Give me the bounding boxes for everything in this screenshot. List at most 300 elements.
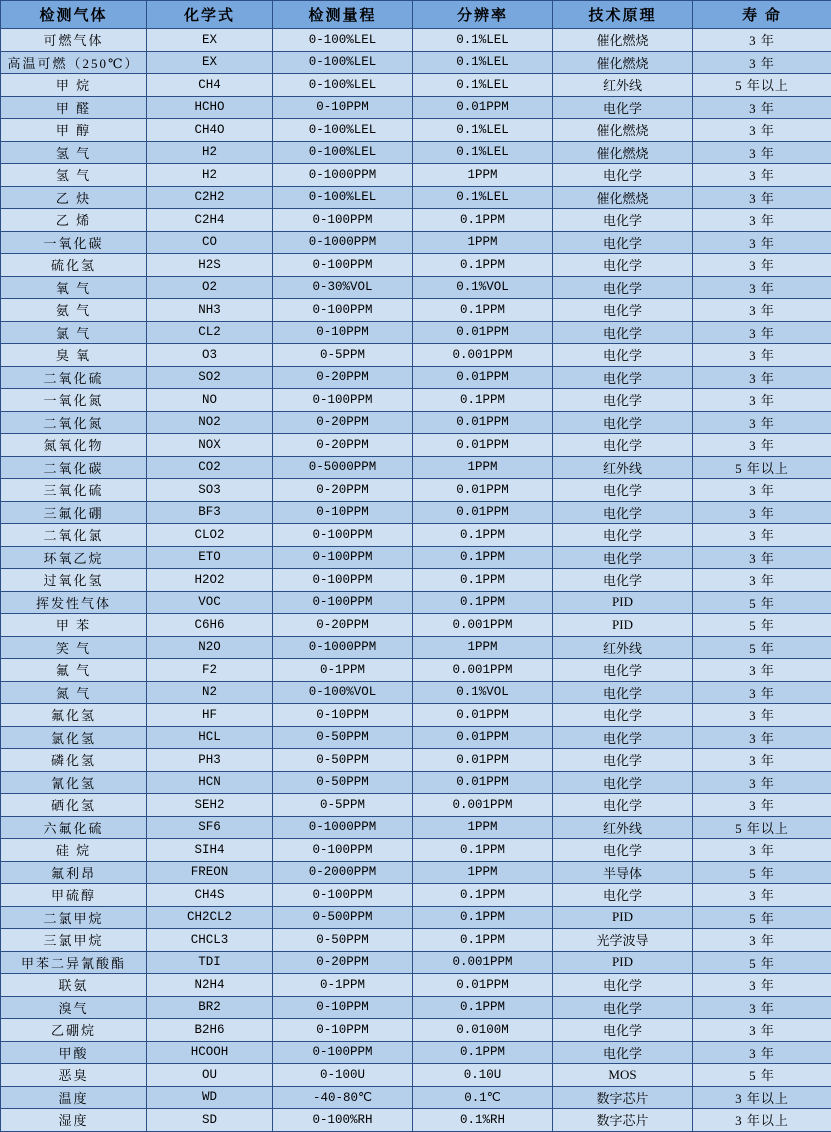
cell-lifetime: 3 年 [693,321,831,344]
cell-principle: PID [553,951,693,974]
cell-resolution: 0.001PPM [413,951,553,974]
table-row [1,276,831,299]
cell-principle: PID [553,906,693,929]
table-row [1,344,831,367]
cell-resolution: 0.1PPM [413,254,553,277]
table-row [1,591,831,614]
cell-resolution: 0.1PPM [413,569,553,592]
cell-formula: CO2 [147,456,273,479]
cell-resolution: 0.01PPM [413,726,553,749]
cell-range: 0-1000PPM [273,231,413,254]
cell-principle: 电化学 [553,321,693,344]
cell-formula: CL2 [147,321,273,344]
cell-formula: O3 [147,344,273,367]
cell-lifetime: 3 年 [693,164,831,187]
cell-range: 0-5000PPM [273,456,413,479]
cell-range: 0-100PPM [273,389,413,412]
cell-principle: PID [553,591,693,614]
cell-gas-name: 二氯甲烷 [1,906,147,929]
cell-range: 0-20PPM [273,614,413,637]
table-row [1,659,831,682]
table-row [1,254,831,277]
cell-resolution: 0.01PPM [413,411,553,434]
cell-resolution: 0.1PPM [413,389,553,412]
cell-formula: H2O2 [147,569,273,592]
cell-lifetime: 3 年以上 [693,1086,831,1109]
column-header-gas: 检测气体 [1,1,147,29]
cell-formula: HCOOH [147,1041,273,1064]
cell-range: 0-50PPM [273,726,413,749]
cell-gas-name: 过氧化氢 [1,569,147,592]
cell-lifetime: 3 年 [693,366,831,389]
cell-principle: 电化学 [553,524,693,547]
column-header-formula: 化学式 [147,1,273,29]
cell-lifetime: 3 年 [693,681,831,704]
cell-formula: CH4O [147,119,273,142]
cell-lifetime: 3 年 [693,479,831,502]
table-row [1,1041,831,1064]
cell-formula: NOX [147,434,273,457]
cell-formula: CH4S [147,884,273,907]
cell-lifetime: 3 年 [693,209,831,232]
cell-range: 0-100PPM [273,299,413,322]
cell-formula: HCHO [147,96,273,119]
cell-range: 0-1PPM [273,974,413,997]
cell-resolution: 0.1PPM [413,299,553,322]
cell-range: 0-30%VOL [273,276,413,299]
cell-range: 0-10PPM [273,501,413,524]
cell-lifetime: 5 年 [693,951,831,974]
cell-range: 0-20PPM [273,411,413,434]
cell-formula: CO [147,231,273,254]
cell-principle: 电化学 [553,209,693,232]
cell-lifetime: 3 年 [693,996,831,1019]
cell-formula: OU [147,1064,273,1087]
cell-range: 0-10PPM [273,96,413,119]
cell-lifetime: 5 年 [693,591,831,614]
cell-formula: EX [147,51,273,74]
cell-formula: HCN [147,771,273,794]
cell-formula: SIH4 [147,839,273,862]
cell-range: 0-100PPM [273,591,413,614]
cell-range: 0-10PPM [273,321,413,344]
cell-formula: CH2CL2 [147,906,273,929]
cell-resolution: 0.0100M [413,1019,553,1042]
table-row [1,569,831,592]
cell-principle: PID [553,614,693,637]
cell-resolution: 0.001PPM [413,344,553,367]
cell-formula: EX [147,29,273,52]
cell-gas-name: 乙 炔 [1,186,147,209]
cell-range: 0-1000PPM [273,636,413,659]
cell-range: 0-100PPM [273,254,413,277]
cell-principle: 红外线 [553,636,693,659]
cell-range: 0-100PPM [273,569,413,592]
table-row [1,456,831,479]
column-header-resolution: 分辨率 [413,1,553,29]
table-row [1,96,831,119]
cell-formula: H2 [147,164,273,187]
cell-principle: 电化学 [553,164,693,187]
cell-resolution: 1PPM [413,861,553,884]
cell-gas-name: 笑 气 [1,636,147,659]
cell-range: 0-500PPM [273,906,413,929]
table-row [1,794,831,817]
cell-formula: C2H2 [147,186,273,209]
cell-resolution: 0.1PPM [413,884,553,907]
cell-range: 0-2000PPM [273,861,413,884]
cell-resolution: 0.001PPM [413,794,553,817]
cell-lifetime: 3 年 [693,231,831,254]
cell-resolution: 0.1PPM [413,996,553,1019]
cell-resolution: 0.1%VOL [413,681,553,704]
cell-lifetime: 3 年 [693,141,831,164]
cell-gas-name: 硅 烷 [1,839,147,862]
cell-lifetime: 3 年 [693,186,831,209]
cell-gas-name: 氯化氢 [1,726,147,749]
cell-gas-name: 二氧化氯 [1,524,147,547]
cell-range: 0-10PPM [273,704,413,727]
cell-principle: 电化学 [553,96,693,119]
cell-range: 0-100%LEL [273,74,413,97]
table-row [1,186,831,209]
table-row [1,681,831,704]
cell-range: 0-1PPM [273,659,413,682]
cell-lifetime: 3 年 [693,546,831,569]
cell-principle: 半导体 [553,861,693,884]
cell-resolution: 0.1%LEL [413,51,553,74]
cell-range: 0-50PPM [273,929,413,952]
cell-formula: CH4 [147,74,273,97]
cell-principle: 电化学 [553,839,693,862]
cell-principle: 电化学 [553,569,693,592]
cell-gas-name: 二氧化碳 [1,456,147,479]
cell-lifetime: 3 年 [693,29,831,52]
cell-gas-name: 甲 烷 [1,74,147,97]
cell-formula: O2 [147,276,273,299]
cell-resolution: 0.1℃ [413,1086,553,1109]
cell-principle: 电化学 [553,299,693,322]
cell-gas-name: 甲 苯 [1,614,147,637]
cell-range: 0-100%RH [273,1109,413,1132]
cell-lifetime: 3 年 [693,1019,831,1042]
cell-resolution: 0.1PPM [413,906,553,929]
cell-range: 0-20PPM [273,434,413,457]
table-row [1,996,831,1019]
cell-principle: 电化学 [553,884,693,907]
table-row [1,1019,831,1042]
cell-principle: 电化学 [553,974,693,997]
cell-resolution: 0.001PPM [413,614,553,637]
cell-formula: NH3 [147,299,273,322]
cell-formula: FREON [147,861,273,884]
cell-gas-name: 氰化氢 [1,771,147,794]
cell-lifetime: 5 年 [693,861,831,884]
cell-lifetime: 3 年 [693,524,831,547]
column-header-lifetime: 寿 命 [693,1,831,29]
cell-resolution: 1PPM [413,456,553,479]
cell-gas-name: 溴气 [1,996,147,1019]
cell-lifetime: 3 年 [693,569,831,592]
cell-resolution: 0.1%LEL [413,119,553,142]
cell-resolution: 0.1PPM [413,591,553,614]
cell-resolution: 0.1PPM [413,1041,553,1064]
cell-formula: B2H6 [147,1019,273,1042]
cell-principle: 催化燃烧 [553,51,693,74]
table-row [1,299,831,322]
table-row [1,119,831,142]
cell-principle: 电化学 [553,254,693,277]
cell-range: 0-50PPM [273,749,413,772]
table-row [1,501,831,524]
cell-principle: 电化学 [553,366,693,389]
cell-gas-name: 恶臭 [1,1064,147,1087]
cell-gas-name: 臭 氧 [1,344,147,367]
cell-principle: 电化学 [553,434,693,457]
cell-lifetime: 3 年 [693,119,831,142]
cell-lifetime: 3 年 [693,839,831,862]
cell-gas-name: 二氧化硫 [1,366,147,389]
table-row [1,546,831,569]
cell-principle: MOS [553,1064,693,1087]
cell-gas-name: 甲硫醇 [1,884,147,907]
cell-formula: ETO [147,546,273,569]
cell-formula: WD [147,1086,273,1109]
table-row [1,209,831,232]
cell-lifetime: 3 年 [693,299,831,322]
table-row [1,614,831,637]
cell-range: -40-80℃ [273,1086,413,1109]
cell-lifetime: 3 年 [693,411,831,434]
cell-principle: 电化学 [553,749,693,772]
cell-gas-name: 甲 醛 [1,96,147,119]
cell-principle: 电化学 [553,659,693,682]
cell-principle: 电化学 [553,726,693,749]
cell-formula: CHCL3 [147,929,273,952]
cell-resolution: 0.01PPM [413,771,553,794]
header-row [1,1,831,29]
cell-formula: BR2 [147,996,273,1019]
cell-gas-name: 挥发性气体 [1,591,147,614]
column-header-range: 检测量程 [273,1,413,29]
cell-lifetime: 3 年 [693,501,831,524]
cell-formula: HF [147,704,273,727]
cell-resolution: 0.01PPM [413,974,553,997]
cell-range: 0-20PPM [273,366,413,389]
cell-resolution: 0.1%LEL [413,29,553,52]
cell-principle: 电化学 [553,771,693,794]
cell-gas-name: 湿度 [1,1109,147,1132]
cell-principle: 电化学 [553,344,693,367]
cell-lifetime: 3 年 [693,51,831,74]
table-row [1,951,831,974]
table-row [1,861,831,884]
cell-resolution: 0.01PPM [413,434,553,457]
cell-principle: 电化学 [553,681,693,704]
cell-gas-name: 氟 气 [1,659,147,682]
cell-resolution: 0.1PPM [413,929,553,952]
cell-lifetime: 3 年 [693,929,831,952]
cell-principle: 电化学 [553,276,693,299]
table-row [1,321,831,344]
table-row [1,51,831,74]
cell-gas-name: 氯 气 [1,321,147,344]
cell-gas-name: 甲苯二异氰酸酯 [1,951,147,974]
cell-principle: 电化学 [553,1019,693,1042]
table-row [1,411,831,434]
cell-lifetime: 3 年 [693,1041,831,1064]
cell-formula: C6H6 [147,614,273,637]
table-row [1,434,831,457]
cell-principle: 数字芯片 [553,1109,693,1132]
cell-lifetime: 5 年以上 [693,74,831,97]
cell-range: 0-100PPM [273,884,413,907]
cell-lifetime: 3 年 [693,434,831,457]
cell-gas-name: 乙硼烷 [1,1019,147,1042]
table-row [1,389,831,412]
cell-range: 0-100%LEL [273,51,413,74]
cell-range: 0-5PPM [273,344,413,367]
cell-range: 0-100PPM [273,524,413,547]
cell-gas-name: 温度 [1,1086,147,1109]
cell-resolution: 0.01PPM [413,366,553,389]
table-row [1,839,831,862]
cell-formula: TDI [147,951,273,974]
cell-gas-name: 氢 气 [1,141,147,164]
cell-range: 0-100%LEL [273,119,413,142]
cell-formula: F2 [147,659,273,682]
cell-lifetime: 3 年 [693,771,831,794]
table-row [1,524,831,547]
cell-resolution: 0.1%LEL [413,74,553,97]
cell-lifetime: 5 年 [693,1064,831,1087]
table-row [1,366,831,389]
cell-resolution: 0.1PPM [413,839,553,862]
cell-gas-name: 氨 气 [1,299,147,322]
cell-gas-name: 可燃气体 [1,29,147,52]
table-row [1,74,831,97]
cell-lifetime: 5 年 [693,614,831,637]
cell-resolution: 0.001PPM [413,659,553,682]
cell-gas-name: 磷化氢 [1,749,147,772]
cell-principle: 红外线 [553,456,693,479]
cell-gas-name: 六氟化硫 [1,816,147,839]
table-row [1,906,831,929]
table-row [1,726,831,749]
cell-principle: 红外线 [553,74,693,97]
cell-formula: SO2 [147,366,273,389]
cell-gas-name: 三氯甲烷 [1,929,147,952]
cell-principle: 电化学 [553,546,693,569]
cell-lifetime: 3 年 [693,884,831,907]
cell-gas-name: 氮 气 [1,681,147,704]
table-row [1,636,831,659]
cell-resolution: 0.01PPM [413,501,553,524]
cell-resolution: 0.01PPM [413,96,553,119]
cell-formula: HCL [147,726,273,749]
cell-resolution: 1PPM [413,231,553,254]
cell-gas-name: 硫化氢 [1,254,147,277]
table-row [1,1086,831,1109]
table-body [1,29,831,1132]
cell-principle: 电化学 [553,389,693,412]
cell-gas-name: 氟利昂 [1,861,147,884]
table-row [1,929,831,952]
cell-gas-name: 甲 醇 [1,119,147,142]
cell-range: 0-100%LEL [273,141,413,164]
cell-range: 0-100PPM [273,209,413,232]
cell-gas-name: 氧 气 [1,276,147,299]
cell-formula: SO3 [147,479,273,502]
cell-lifetime: 3 年 [693,276,831,299]
cell-range: 0-100U [273,1064,413,1087]
cell-principle: 电化学 [553,794,693,817]
table-row [1,141,831,164]
cell-principle: 数字芯片 [553,1086,693,1109]
cell-principle: 电化学 [553,501,693,524]
cell-lifetime: 3 年 [693,726,831,749]
cell-principle: 电化学 [553,704,693,727]
cell-formula: VOC [147,591,273,614]
cell-gas-name: 氢 气 [1,164,147,187]
table-row [1,816,831,839]
cell-formula: SD [147,1109,273,1132]
cell-lifetime: 3 年 [693,389,831,412]
cell-range: 0-1000PPM [273,164,413,187]
cell-resolution: 0.1%LEL [413,141,553,164]
cell-gas-name: 环氧乙烷 [1,546,147,569]
cell-gas-name: 三氧化硫 [1,479,147,502]
cell-resolution: 0.01PPM [413,749,553,772]
cell-lifetime: 5 年 [693,906,831,929]
cell-range: 0-20PPM [273,479,413,502]
cell-principle: 电化学 [553,1041,693,1064]
cell-lifetime: 3 年 [693,344,831,367]
cell-resolution: 0.1%LEL [413,186,553,209]
cell-range: 0-5PPM [273,794,413,817]
cell-gas-name: 氮氧化物 [1,434,147,457]
cell-formula: BF3 [147,501,273,524]
cell-lifetime: 3 年 [693,749,831,772]
cell-lifetime: 5 年 [693,636,831,659]
cell-resolution: 1PPM [413,816,553,839]
cell-range: 0-100PPM [273,1041,413,1064]
table-row [1,771,831,794]
cell-gas-name: 联氨 [1,974,147,997]
cell-lifetime: 3 年 [693,659,831,682]
cell-gas-name: 三氟化硼 [1,501,147,524]
cell-gas-name: 氟化氢 [1,704,147,727]
cell-lifetime: 5 年以上 [693,816,831,839]
cell-principle: 电化学 [553,479,693,502]
cell-principle: 电化学 [553,231,693,254]
column-header-principle: 技术原理 [553,1,693,29]
cell-lifetime: 3 年 [693,704,831,727]
cell-range: 0-50PPM [273,771,413,794]
cell-resolution: 0.1%RH [413,1109,553,1132]
cell-principle: 光学波导 [553,929,693,952]
cell-range: 0-10PPM [273,1019,413,1042]
cell-principle: 催化燃烧 [553,186,693,209]
cell-formula: H2S [147,254,273,277]
table-row [1,749,831,772]
cell-resolution: 1PPM [413,636,553,659]
cell-lifetime: 3 年以上 [693,1109,831,1132]
cell-lifetime: 3 年 [693,254,831,277]
cell-gas-name: 甲酸 [1,1041,147,1064]
cell-principle: 催化燃烧 [553,119,693,142]
cell-resolution: 0.1PPM [413,546,553,569]
